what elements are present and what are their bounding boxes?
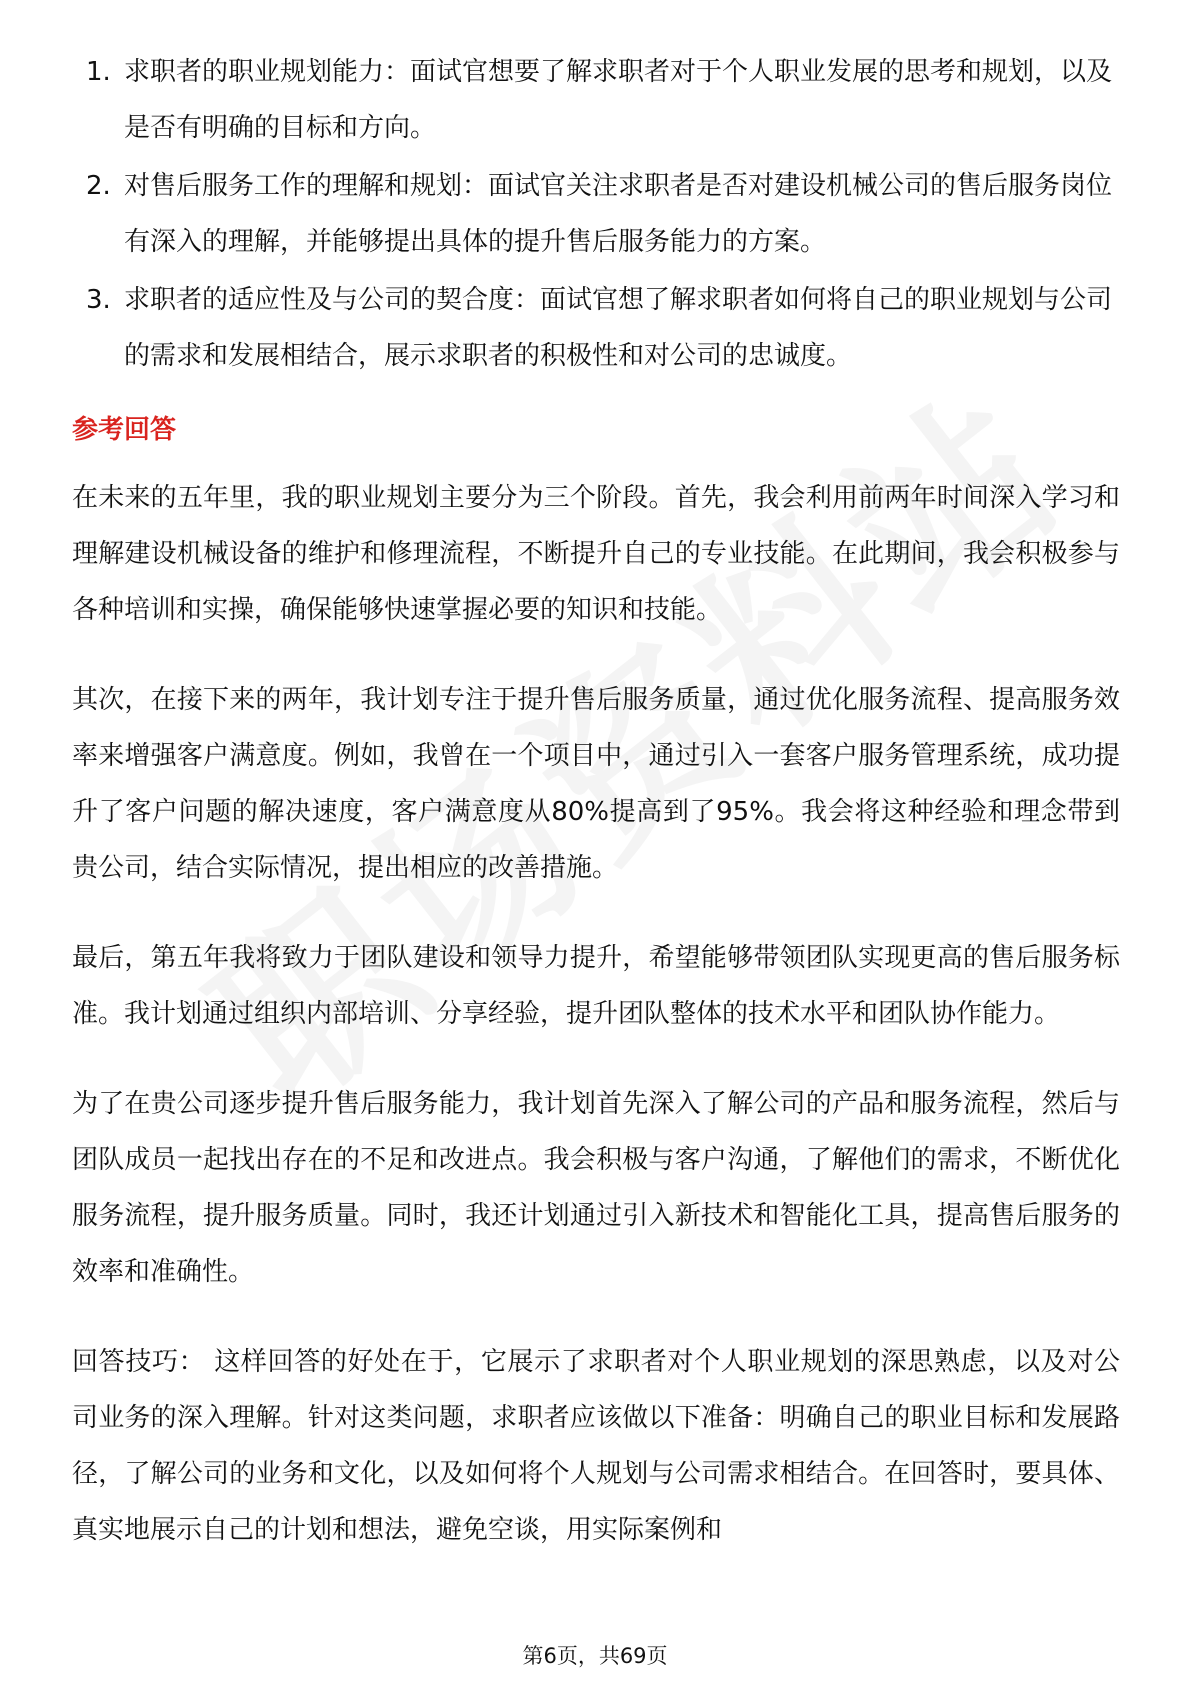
page-number-footer: 第6页，共69页 xyxy=(522,1644,668,1668)
list-item-number: 1. xyxy=(86,57,111,87)
list-item-number: 3. xyxy=(86,285,111,315)
paragraph: 其次，在接下来的两年，我计划专注于提升售后服务质量，通过优化服务流程、提高服务效率来增强客户满意度。例如，我曾在一个项目中，通过引入一套客户服务管理系统，成功提升了客户问题的解决速度，客户满意度从80%提高到了95%。我会将这种经验和理念带到贵公司，结合实际情况，提出相应的改善措施。 xyxy=(72,685,1120,883)
requirements-list xyxy=(72,44,1120,384)
list-item-text: 求职者的职业规划能力：面试官想要了解求职者对于个人职业发展的思考和规划，以及是否有明确的目标和方向。 xyxy=(124,57,1113,143)
paragraph: 在未来的五年里，我的职业规划主要分为三个阶段。首先，我会利用前两年时间深入学习和理解建设机械设备的维护和修理流程，不断提升自己的专业技能。在此期间，我会积极参与各种培训和实操，确保能够快速掌握必要的知识和技能。 xyxy=(72,483,1120,625)
list-item xyxy=(72,44,1120,156)
list-item-text: 求职者的适应性及与公司的契合度：面试官想了解求职者如何将自己的职业规划与公司的需求和发展相结合，展示求职者的积极性和对公司的忠诚度。 xyxy=(124,285,1113,371)
page-content xyxy=(72,44,1120,1558)
paragraph: 为了在贵公司逐步提升售后服务能力，我计划首先深入了解公司的产品和服务流程，然后与团队成员一起找出存在的不足和改进点。我会积极与客户沟通，了解他们的需求，不断优化服务流程，提升服务质量。同时，我还计划通过引入新技术和智能化工具，提高售后服务的效率和准确性。 xyxy=(72,1089,1120,1287)
paragraph: 回答技巧： 这样回答的好处在于，它展示了求职者对个人职业规划的深思熟虑，以及对公司业务的深入理解。针对这类问题，求职者应该做以下准备：明确自己的职业目标和发展路径，了解公司的业务和文化，以及如何将个人规划与公司需求相结合。在回答时，要具体、真实地展示自己的计划和想法，避免空谈，用实际案例和 xyxy=(72,1347,1120,1545)
section-heading: 参考回答 xyxy=(72,415,177,445)
list-item-number: 2. xyxy=(86,171,111,201)
list-item xyxy=(72,158,1120,270)
paragraph: 最后，第五年我将致力于团队建设和领导力提升，希望能够带领团队实现更高的售后服务标准。我计划通过组织内部培训、分享经验，提升团队整体的技术水平和团队协作能力。 xyxy=(72,943,1120,1029)
list-item-text: 对售后服务工作的理解和规划：面试官关注求职者是否对建设机械公司的售后服务岗位有深入的理解，并能够提出具体的提升售后服务能力的方案。 xyxy=(124,171,1113,257)
list-item xyxy=(72,272,1120,384)
